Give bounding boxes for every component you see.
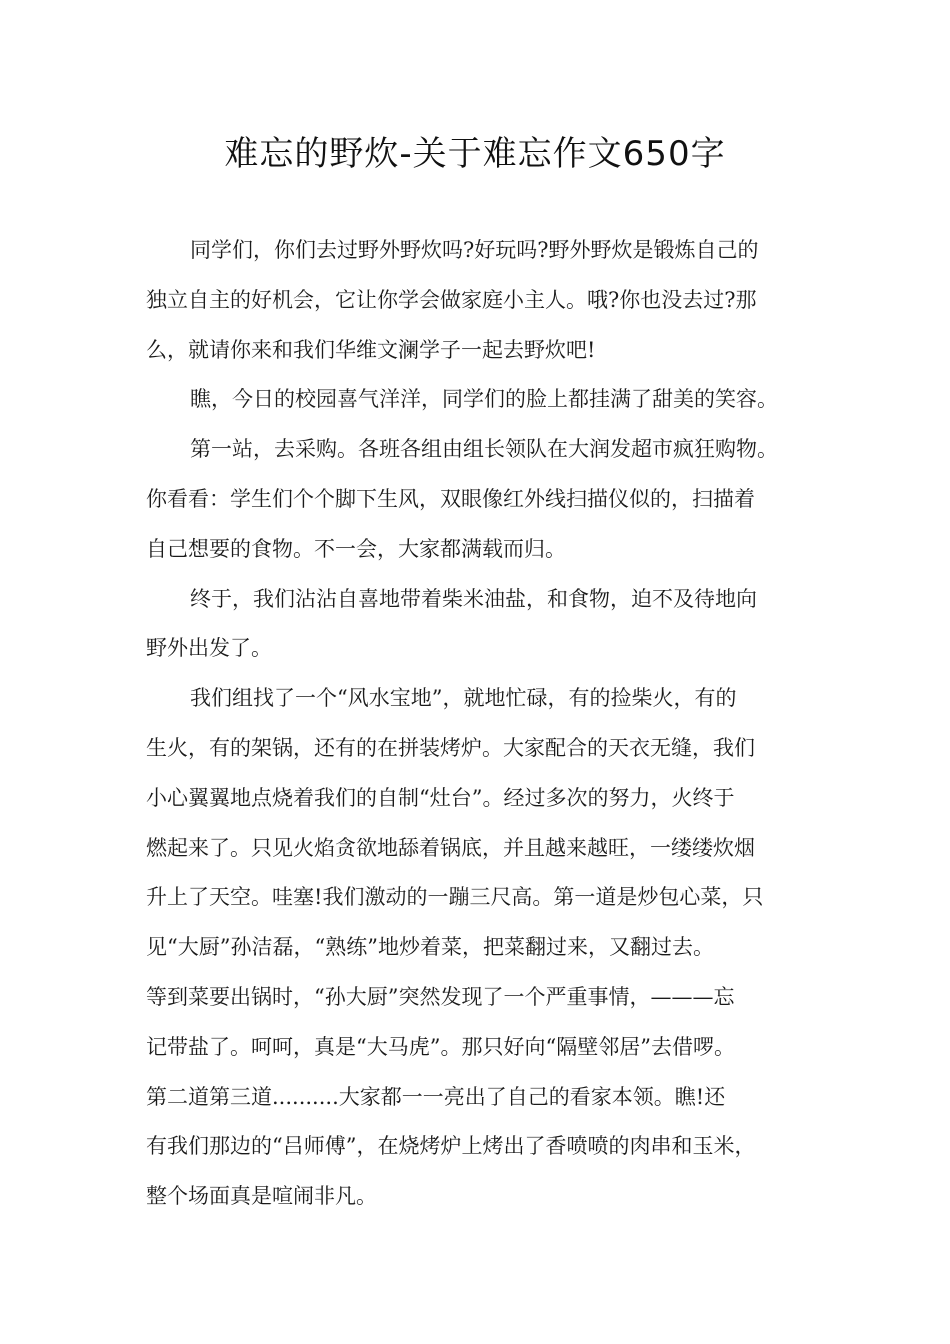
paragraph-line: 有我们那边的“吕师傅”，在烧烤炉上烤出了香喷喷的肉串和玉米， bbox=[146, 1134, 756, 1159]
paragraph-line: 我们组找了一个“风水宝地”，就地忙碌，有的捡柴火，有的 bbox=[190, 686, 737, 711]
paragraph-line: 记带盐了。呵呵，真是“大马虎”。那只好向“隔壁邻居”去借啰。 bbox=[146, 1034, 735, 1059]
paragraph-line: 终于，我们沾沾自喜地带着柴米油盐，和食物，迫不及待地向 bbox=[190, 586, 757, 611]
paragraph-line: 瞧，今日的校园喜气洋洋，同学们的脸上都挂满了甜美的笑容。 bbox=[190, 387, 778, 412]
paragraph-line: 第二道第三道..........大家都一一亮出了自己的看家本领。瞧!还 bbox=[146, 1084, 726, 1109]
paragraph-line: 等到菜要出锅时，“孙大厨”突然发现了一个严重事情，———忘 bbox=[146, 984, 735, 1009]
paragraph-line: 独立自主的好机会，它让你学会做家庭小主人。哦?你也没去过?那 bbox=[146, 287, 757, 312]
paragraph-line: 见“大厨”孙洁磊，“熟练”地炒着菜，把菜翻过来，又翻过去。 bbox=[146, 935, 714, 960]
paragraph-line: 生火，有的架锅，还有的在拼装烤炉。大家配合的天衣无缝，我们 bbox=[146, 735, 755, 760]
paragraph-line: 同学们，你们去过野外野炊吗?好玩吗?野外野炊是锻炼自己的 bbox=[190, 238, 759, 262]
paragraph-line: 小心翼翼地点烧着我们的自制“灶台”。经过多次的努力，火终于 bbox=[146, 785, 735, 810]
paragraph-line: 燃起来了。只见火焰贪欲地舔着锅底，并且越来越旺，一缕缕炊烟 bbox=[146, 835, 755, 860]
paragraph-line: 野外出发了。 bbox=[146, 636, 272, 661]
paragraph-line: 么，就请你来和我们华维文澜学子一起去野炊吧! bbox=[146, 337, 596, 362]
document-title: 难忘的野炊-关于难忘作文650字 bbox=[224, 134, 726, 174]
paragraph-line: 升上了天空。哇塞!我们激动的一蹦三尺高。第一道是炒包心菜，只 bbox=[146, 885, 764, 910]
paragraph-line: 第一站，去采购。各班各组由组长领队在大润发超市疯狂购物。 bbox=[190, 437, 778, 462]
document-body bbox=[146, 226, 826, 1222]
paragraph-line: 整个场面真是喧闹非凡。 bbox=[146, 1184, 377, 1209]
paragraph-line: 自己想要的食物。不一会，大家都满载而归。 bbox=[146, 536, 566, 561]
paragraph-line: 你看看：学生们个个脚下生风，双眼像红外线扫描仪似的，扫描着 bbox=[146, 486, 755, 511]
